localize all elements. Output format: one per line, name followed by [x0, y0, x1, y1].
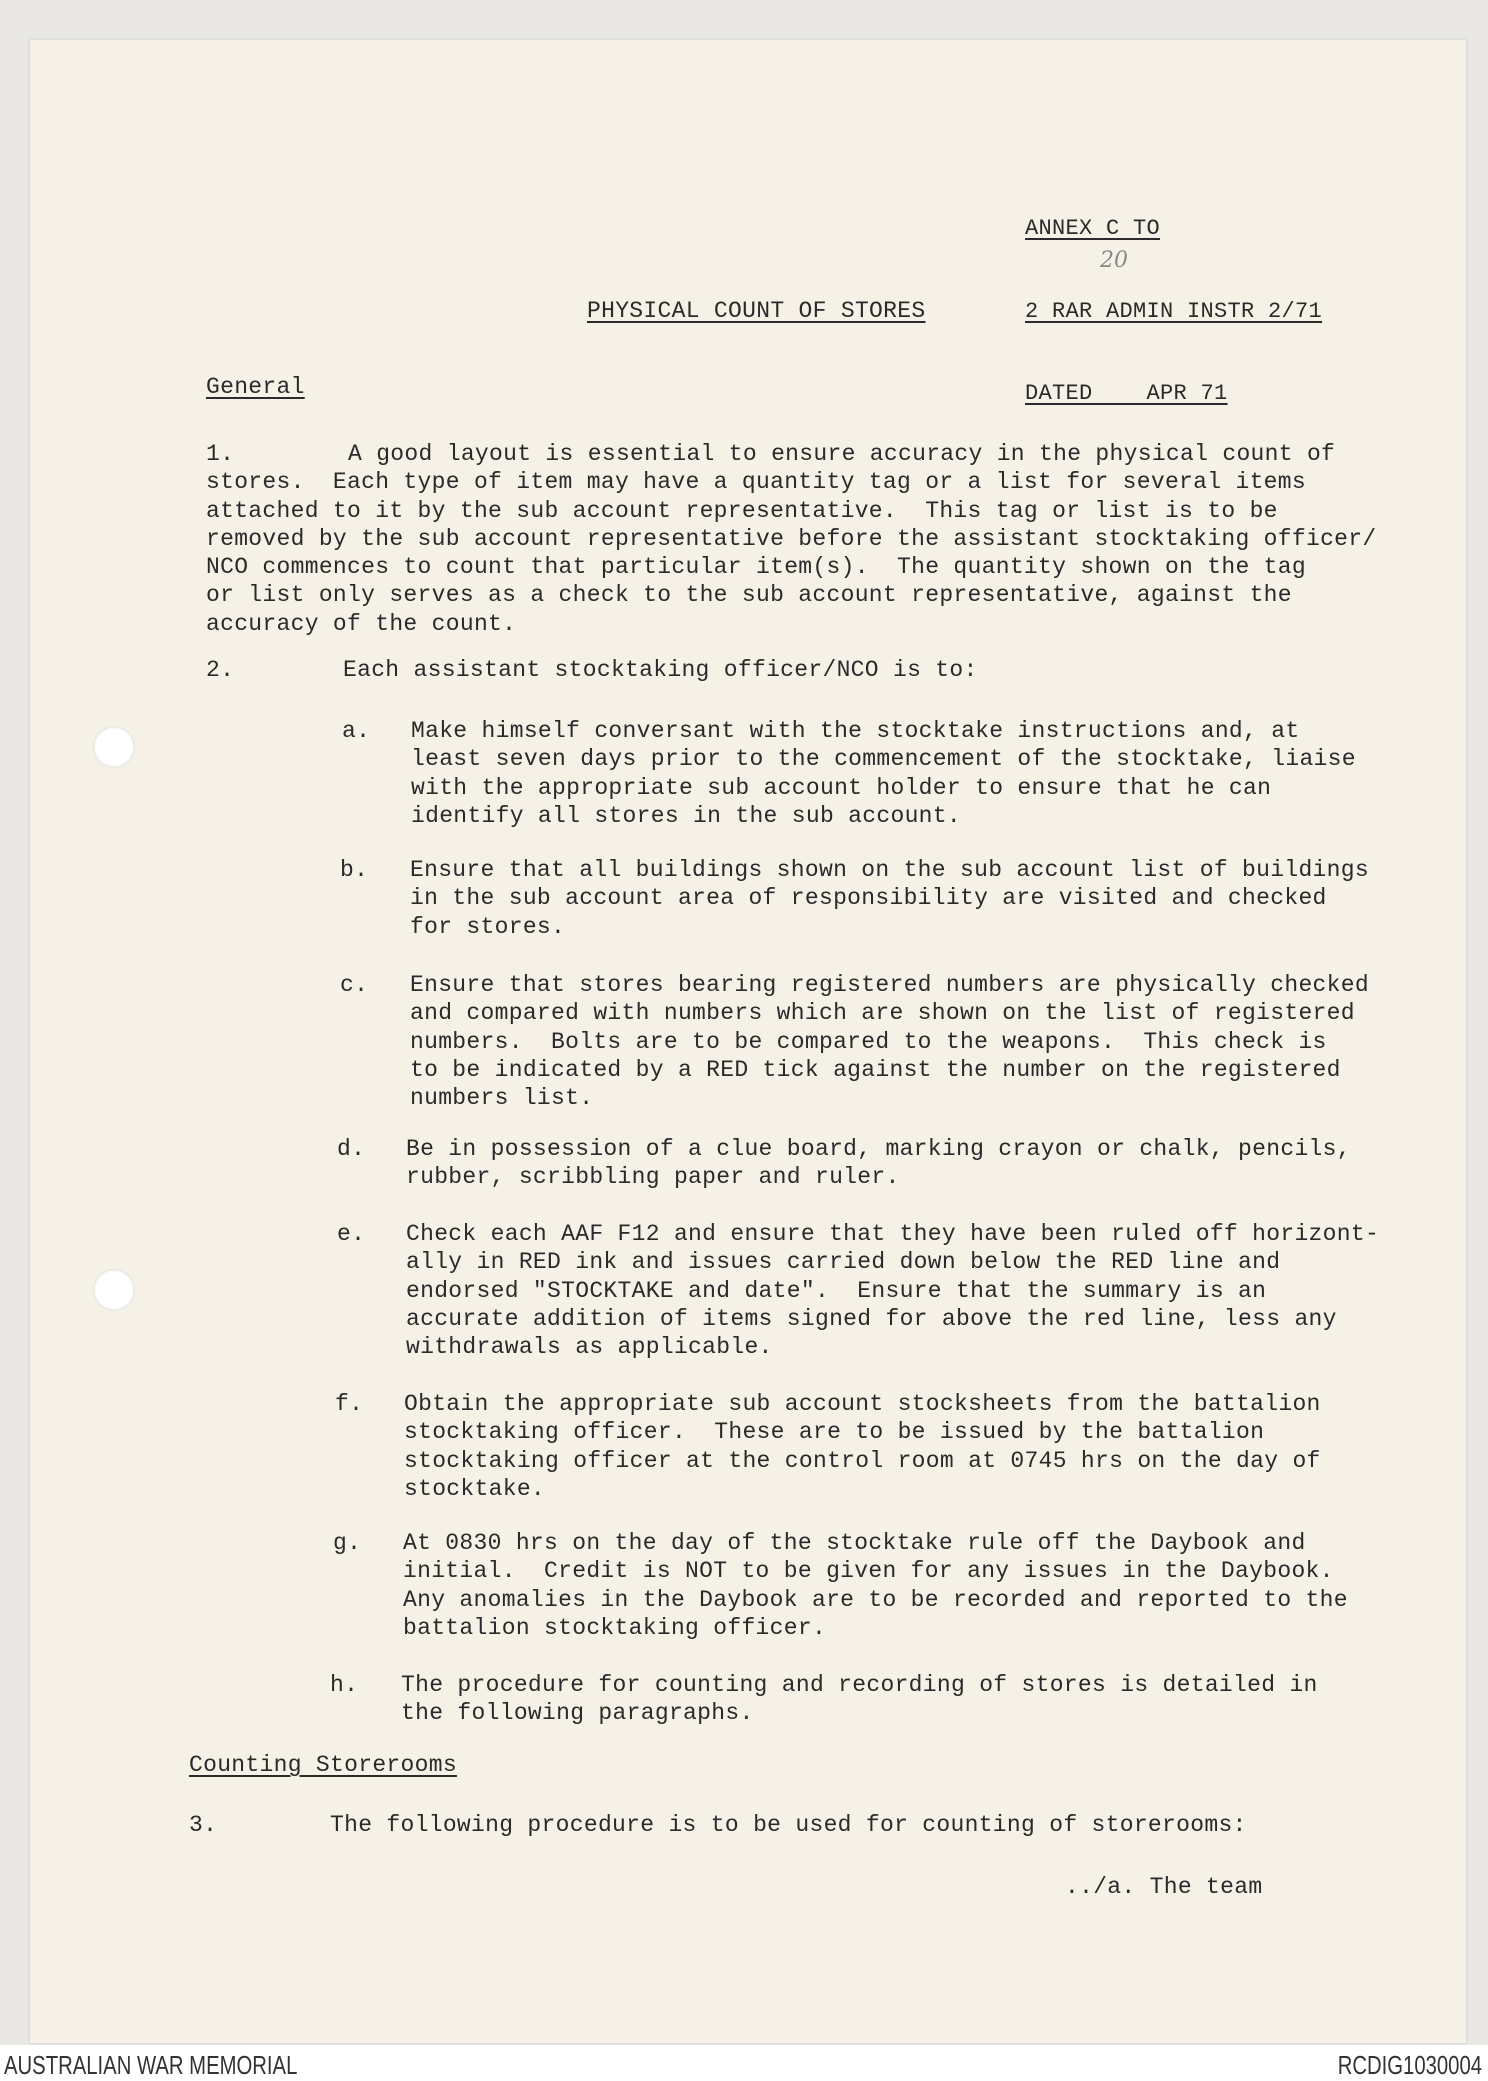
paragraph-line: stores. Each type of item may have a quantity tag or a list for several items: [206, 469, 1306, 496]
sub-item-line: Ensure that all buildings shown on the sub account list of buildings: [410, 857, 1369, 883]
paragraph-1-number: 1.: [206, 441, 235, 467]
sub-item-text: [410, 971, 1369, 1112]
sub-item-text: [404, 1390, 1321, 1503]
page-title: PHYSICAL COUNT OF STORES: [587, 298, 926, 324]
sub-item-line: withdrawals as applicable.: [406, 1334, 773, 1361]
sub-item-line: endorsed "STOCKTAKE and date". Ensure that the summary is an: [406, 1277, 1267, 1304]
item-letter: e.: [337, 1221, 366, 1247]
sub-item-line: with the appropriate sub account holder to ensure that he can: [411, 774, 1272, 801]
sub-item-text: [406, 1135, 1351, 1192]
item-letter: g.: [333, 1530, 362, 1556]
sub-item-line: Any anomalies in the Daybook are to be recorded and reported to the: [403, 1586, 1348, 1613]
sub-item-line: numbers list.: [410, 1085, 594, 1112]
paragraph-2-number: 2.: [206, 657, 235, 683]
paragraph-line: NCO commences to count that particular item(s). The quantity shown on the tag: [206, 554, 1306, 581]
item-letter: b.: [340, 857, 369, 883]
paragraph-line: A good layout is essential to ensure accuracy in the physical count of: [348, 441, 1336, 467]
sub-item-line: accurate addition of items signed for above the red line, less any: [406, 1305, 1337, 1332]
sub-item-line: rubber, scribbling paper and ruler.: [406, 1164, 900, 1191]
paragraph-line: or list only serves as a check to the sub account representative, against the: [206, 582, 1292, 609]
handwritten-date: 20: [1100, 248, 1128, 273]
sub-item-text: [411, 717, 1356, 830]
sub-item-line: Make himself conversant with the stocktake instructions and, at: [411, 718, 1300, 744]
section-heading-counting: Counting Storerooms: [189, 1752, 457, 1778]
paragraph-line: accuracy of the count.: [206, 610, 517, 637]
punch-hole: [93, 1269, 135, 1311]
sub-item-line: to be indicated by a RED tick against the number on the registered: [410, 1056, 1341, 1083]
sub-item-line: Check each AAF F12 and ensure that they have been ruled off horizont-: [406, 1221, 1380, 1247]
sub-item-line: At 0830 hrs on the day of the stocktake rule off the Daybook and: [403, 1530, 1306, 1556]
sub-item-line: Obtain the appropriate sub account stocksheets from the battalion: [404, 1391, 1321, 1417]
annex-line: ANNEX C TO: [1025, 216, 1161, 241]
footer-reference-id: RCDIG1030004: [1337, 2050, 1482, 2080]
sub-item-line: identify all stores in the sub account.: [411, 802, 961, 829]
annex-line: 2 RAR ADMIN INSTR 2/71: [1025, 298, 1323, 324]
item-letter: c.: [340, 972, 369, 998]
item-letter: h.: [330, 1672, 359, 1698]
sub-item-line: for stores.: [410, 913, 566, 940]
sub-item-text: [410, 856, 1369, 941]
paragraph-3-number: 3.: [189, 1812, 218, 1838]
paragraph-2: Each assistant stocktaking officer/NCO is to:: [343, 657, 978, 683]
sub-item-line: stocktaking officer. These are to be issued by the battalion: [404, 1419, 1265, 1446]
punch-hole: [93, 726, 135, 768]
item-letter: f.: [335, 1391, 364, 1417]
paragraph-1: [206, 440, 1377, 638]
sub-item-line: stocktake.: [404, 1475, 546, 1502]
sub-item-line: the following paragraphs.: [401, 1700, 754, 1727]
item-letter: a.: [342, 718, 371, 744]
sub-item-line: and compared with numbers which are shown on the list of registered: [410, 1000, 1355, 1027]
footer-source: AUSTRALIAN WAR MEMORIAL: [4, 2050, 298, 2080]
paragraph-3: The following procedure is to be used for counting of storerooms:: [330, 1812, 1247, 1838]
sub-item-line: Ensure that stores bearing registered numbers are physically checked: [410, 972, 1369, 998]
sub-item-line: stocktaking officer at the control room at 0745 hrs on the day of: [404, 1447, 1321, 1474]
annex-reference: [1025, 160, 1322, 435]
sub-item-line: least seven days prior to the commencement of the stocktake, liaise: [411, 746, 1356, 773]
sub-item-line: ally in RED ink and issues carried down below the RED line and: [406, 1249, 1281, 1276]
sub-item-line: numbers. Bolts are to be compared to the weapons. This check is: [410, 1028, 1327, 1055]
annex-line: DATED APR 71: [1025, 381, 1228, 406]
paragraph-line: attached to it by the sub account representative. This tag or list is to be: [206, 497, 1278, 524]
sub-item-text: [406, 1220, 1379, 1361]
paragraph-line: removed by the sub account representative before the assistant stocktaking officer/: [206, 525, 1377, 552]
item-letter: d.: [337, 1136, 366, 1162]
sub-item-line: battalion stocktaking officer.: [403, 1614, 827, 1641]
sub-item-line: Be in possession of a clue board, marking crayon or chalk, pencils,: [406, 1136, 1351, 1162]
section-heading-general: General: [206, 374, 305, 400]
sub-item-text: [403, 1529, 1348, 1642]
sub-item-line: initial. Credit is NOT to be given for any issues in the Daybook.: [403, 1558, 1334, 1585]
sub-item-text: [401, 1671, 1318, 1728]
sub-item-line: The procedure for counting and recording of stores is detailed in: [401, 1672, 1318, 1698]
continuation-note: ../a. The team: [1065, 1874, 1263, 1900]
sub-item-line: in the sub account area of responsibility are visited and checked: [410, 885, 1327, 912]
